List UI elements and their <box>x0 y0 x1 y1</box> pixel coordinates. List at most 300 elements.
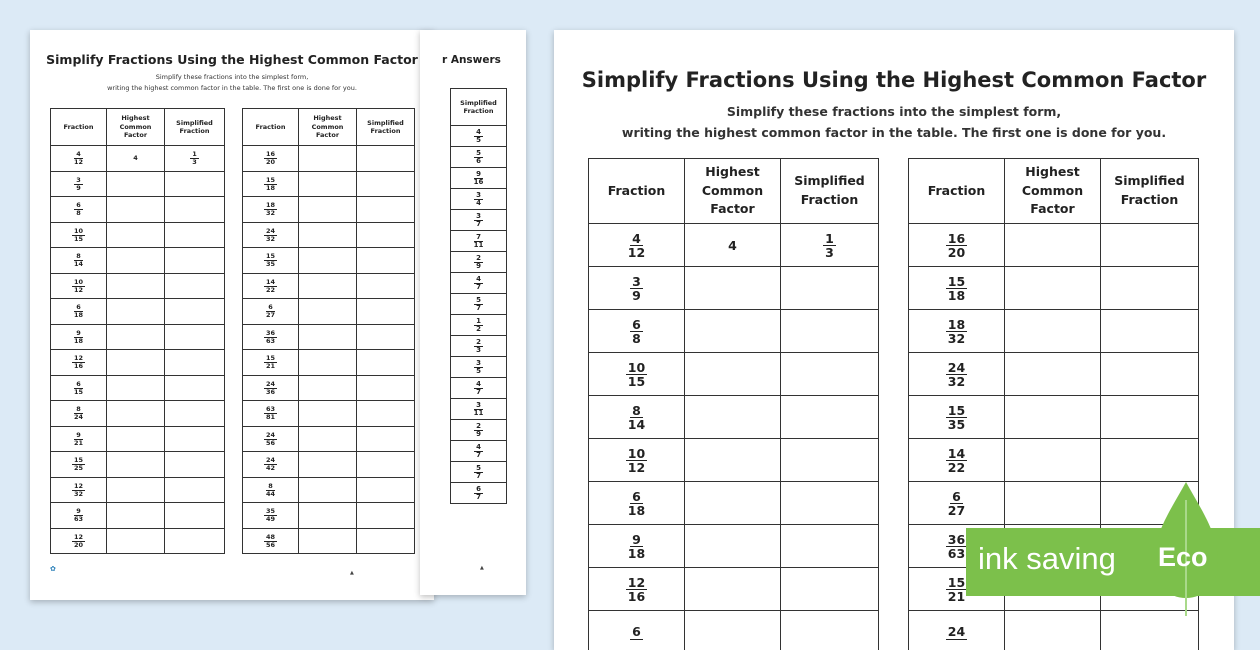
denominator: 32 <box>266 210 275 217</box>
hcf-cell[interactable] <box>685 353 781 396</box>
hcf-cell[interactable] <box>685 439 781 482</box>
numerator: 1 <box>823 232 836 246</box>
numerator: 6 <box>630 318 643 332</box>
fraction-cell <box>451 462 507 483</box>
hcf-cell[interactable] <box>107 528 165 554</box>
simplified-cell[interactable] <box>781 353 879 396</box>
denominator: 2 <box>476 326 481 333</box>
simplified-cell[interactable] <box>357 503 415 529</box>
denominator: 12 <box>74 287 83 294</box>
numerator: 6 <box>74 202 83 210</box>
fraction-cell <box>243 171 299 197</box>
numerator: 15 <box>264 253 277 261</box>
fraction <box>264 457 277 472</box>
simplified-cell[interactable] <box>165 350 225 376</box>
numerator: 5 <box>474 150 483 158</box>
numerator: 24 <box>264 432 277 440</box>
table-row <box>451 294 507 315</box>
hcf-cell[interactable] <box>299 477 357 503</box>
fraction <box>946 404 967 431</box>
numerator: 12 <box>72 483 85 491</box>
main-sheet-subtitle-2: writing the highest common factor in the table. The first one is done for you. <box>554 125 1234 140</box>
numerator: 6 <box>630 490 643 504</box>
fraction <box>630 625 643 639</box>
denominator: 42 <box>266 465 275 472</box>
denominator: 27 <box>266 312 275 319</box>
hcf-cell[interactable] <box>107 273 165 299</box>
column-header-hcf: Highest Common Factor <box>685 159 781 224</box>
fraction <box>946 576 967 603</box>
table-row <box>909 310 1199 353</box>
fraction <box>264 432 277 447</box>
denominator: 12 <box>628 461 645 474</box>
denominator: 12 <box>74 159 83 166</box>
table-row <box>51 477 225 503</box>
eco-label: Eco <box>1158 542 1208 573</box>
denominator: 25 <box>74 465 83 472</box>
fraction-cell <box>589 525 685 568</box>
numerator: 2 <box>474 423 483 431</box>
numerator: 15 <box>946 404 967 418</box>
hcf-cell[interactable] <box>107 146 165 172</box>
fraction-cell <box>451 168 507 189</box>
table-row <box>243 528 415 554</box>
simplified-cell[interactable] <box>165 146 225 172</box>
hcf-cell[interactable] <box>107 299 165 325</box>
denominator: 20 <box>948 246 965 259</box>
fraction-cell <box>589 482 685 525</box>
fraction-cell <box>51 171 107 197</box>
simplified-cell[interactable] <box>357 324 415 350</box>
fraction-cell <box>589 568 685 611</box>
column-header-fraction: Fraction <box>243 109 299 146</box>
denominator: 7 <box>476 305 481 312</box>
simplified-cell[interactable] <box>165 503 225 529</box>
hcf-cell[interactable] <box>107 248 165 274</box>
fraction-cell <box>909 439 1005 482</box>
hcf-cell[interactable] <box>1005 224 1101 267</box>
fraction-cell <box>243 477 299 503</box>
fraction-cell <box>243 452 299 478</box>
table-row <box>589 525 879 568</box>
denominator: 22 <box>948 461 965 474</box>
fraction-cell <box>243 350 299 376</box>
fraction <box>264 381 277 396</box>
simplified-cell[interactable] <box>165 452 225 478</box>
hcf-cell[interactable] <box>1005 611 1101 650</box>
numerator: 48 <box>264 534 277 542</box>
denominator: 14 <box>628 418 645 431</box>
numerator: 1 <box>474 318 483 326</box>
simplified-cell[interactable] <box>165 375 225 401</box>
denominator: 11 <box>474 410 484 417</box>
fraction <box>264 151 277 166</box>
fraction <box>474 381 483 397</box>
fraction <box>74 330 83 345</box>
simplified-cell[interactable] <box>1101 267 1199 310</box>
fraction-cell <box>51 426 107 452</box>
denominator: 16 <box>474 179 484 186</box>
hcf-cell[interactable] <box>107 452 165 478</box>
table-row <box>51 401 225 427</box>
column-header-simplified: Simplified Fraction <box>451 89 507 126</box>
simplified-cell[interactable] <box>781 482 879 525</box>
hcf-value: 4 <box>133 154 138 162</box>
table-row <box>51 248 225 274</box>
fraction <box>72 279 85 294</box>
table-row <box>51 222 225 248</box>
fraction-cell <box>589 396 685 439</box>
fraction <box>264 355 277 370</box>
numerator: 18 <box>264 202 277 210</box>
denominator: 44 <box>266 491 275 498</box>
fraction <box>264 508 277 523</box>
simplified-fraction <box>190 151 199 166</box>
numerator: 4 <box>474 276 483 284</box>
column-header-simplified: Simplified Fraction <box>165 109 225 146</box>
hcf-cell[interactable] <box>107 503 165 529</box>
fraction-cell <box>589 439 685 482</box>
numerator: 12 <box>626 576 647 590</box>
fraction-cell <box>451 231 507 252</box>
fraction-cell <box>243 503 299 529</box>
fraction <box>946 447 967 474</box>
fraction <box>474 444 483 460</box>
fraction <box>74 177 83 192</box>
simplified-cell[interactable] <box>1101 439 1199 482</box>
hcf-cell[interactable] <box>107 375 165 401</box>
fraction-cell <box>243 248 299 274</box>
hcf-cell[interactable] <box>299 452 357 478</box>
fraction <box>474 423 483 439</box>
hcf-cell[interactable] <box>685 568 781 611</box>
simplified-cell[interactable] <box>1101 353 1199 396</box>
table-row <box>451 378 507 399</box>
simplified-cell[interactable] <box>357 350 415 376</box>
hcf-value: 4 <box>728 238 737 253</box>
table-row <box>451 273 507 294</box>
simplified-cell[interactable] <box>357 452 415 478</box>
numerator: 16 <box>264 151 277 159</box>
simplified-cell[interactable] <box>357 375 415 401</box>
denominator: 18 <box>628 504 645 517</box>
fraction-cell <box>909 353 1005 396</box>
table-row <box>451 252 507 273</box>
table-row <box>451 336 507 357</box>
hcf-cell[interactable] <box>299 528 357 554</box>
fraction-cell <box>51 222 107 248</box>
hcf-cell[interactable] <box>1005 396 1101 439</box>
numerator: 16 <box>946 232 967 246</box>
denominator: 24 <box>74 414 83 421</box>
numerator: 9 <box>74 508 83 516</box>
fraction <box>948 490 965 517</box>
simplified-cell[interactable] <box>357 426 415 452</box>
fraction-cell <box>451 357 507 378</box>
denominator: 56 <box>266 440 275 447</box>
fraction <box>474 339 483 355</box>
denominator: 21 <box>74 440 83 447</box>
table-row <box>451 315 507 336</box>
footer-logo-icon: ▲ <box>480 565 484 571</box>
table-row <box>451 420 507 441</box>
denominator: 15 <box>74 236 83 243</box>
simplified-cell[interactable] <box>357 171 415 197</box>
simplified-cell[interactable] <box>781 224 879 267</box>
column-header-fraction: Fraction <box>51 109 107 146</box>
table-row <box>909 267 1199 310</box>
column-header-hcf: Highest Common Factor <box>299 109 357 146</box>
hcf-cell[interactable] <box>107 401 165 427</box>
fraction <box>264 279 277 294</box>
numerator: 10 <box>626 361 647 375</box>
denominator: 7 <box>476 452 481 459</box>
table-row <box>243 426 415 452</box>
small-left-table <box>50 108 225 554</box>
fraction <box>72 355 85 370</box>
simplified-cell[interactable] <box>357 401 415 427</box>
simplified-cell[interactable] <box>165 426 225 452</box>
small-sheet-title: Simplify Fractions Using the Highest Common Factor <box>30 52 434 67</box>
simplified-cell[interactable] <box>357 248 415 274</box>
hcf-cell[interactable] <box>685 525 781 568</box>
simplified-cell[interactable] <box>165 528 225 554</box>
fraction-cell <box>589 224 685 267</box>
fraction <box>74 508 83 523</box>
simplified-cell[interactable] <box>165 171 225 197</box>
denominator: 32 <box>948 332 965 345</box>
hcf-cell[interactable] <box>685 267 781 310</box>
denominator: 5 <box>476 368 481 375</box>
hcf-cell[interactable] <box>299 401 357 427</box>
denominator: 16 <box>74 363 83 370</box>
hcf-cell[interactable] <box>299 299 357 325</box>
table-row <box>451 147 507 168</box>
simplified-cell[interactable] <box>781 310 879 353</box>
table-row <box>451 168 507 189</box>
table-row <box>589 568 879 611</box>
table-row <box>451 483 507 504</box>
simplified-cell[interactable] <box>165 324 225 350</box>
column-header-hcf: Highest Common Factor <box>1005 159 1101 224</box>
fraction-cell <box>909 482 1005 525</box>
hcf-cell[interactable] <box>299 273 357 299</box>
fraction <box>628 404 645 431</box>
hcf-cell[interactable] <box>107 426 165 452</box>
simplified-cell[interactable] <box>165 401 225 427</box>
numerator: 8 <box>74 406 83 414</box>
table-row <box>51 528 225 554</box>
fraction-cell <box>243 426 299 452</box>
fraction <box>474 129 483 145</box>
denominator: 6 <box>476 158 481 165</box>
numerator: 2 <box>474 339 483 347</box>
table-row <box>243 477 415 503</box>
fraction-cell <box>243 528 299 554</box>
fraction-cell <box>51 273 107 299</box>
simplified-cell[interactable] <box>165 477 225 503</box>
simplified-cell[interactable] <box>1101 396 1199 439</box>
denominator: 9 <box>632 289 641 302</box>
table-row <box>243 248 415 274</box>
table-row <box>51 452 225 478</box>
hcf-cell[interactable] <box>1005 353 1101 396</box>
numerator: 6 <box>74 304 83 312</box>
hcf-cell[interactable] <box>685 396 781 439</box>
simplified-cell[interactable] <box>165 222 225 248</box>
hcf-cell[interactable] <box>107 171 165 197</box>
hcf-cell[interactable] <box>1005 482 1101 525</box>
fraction-cell <box>51 401 107 427</box>
simplified-cell[interactable] <box>1101 224 1199 267</box>
table-row <box>589 439 879 482</box>
hcf-cell[interactable] <box>107 197 165 223</box>
hcf-cell[interactable] <box>107 324 165 350</box>
table-row <box>51 273 225 299</box>
numerator: 35 <box>264 508 277 516</box>
denominator: 8 <box>632 332 641 345</box>
denominator: 63 <box>266 338 275 345</box>
fraction <box>72 483 85 498</box>
numerator: 63 <box>264 406 277 414</box>
denominator: 9 <box>476 263 481 270</box>
fraction-cell <box>909 224 1005 267</box>
simplified-cell[interactable] <box>357 528 415 554</box>
fraction <box>474 486 483 502</box>
fraction <box>630 318 643 345</box>
simplified-cell[interactable] <box>357 299 415 325</box>
hcf-cell[interactable] <box>685 482 781 525</box>
table-row <box>451 231 507 252</box>
fraction-cell <box>243 197 299 223</box>
simplified-cell[interactable] <box>165 299 225 325</box>
numerator: 9 <box>630 533 643 547</box>
table-row <box>909 353 1199 396</box>
simplified-cell[interactable] <box>357 146 415 172</box>
hcf-cell[interactable] <box>299 426 357 452</box>
fraction <box>74 151 83 166</box>
table-row <box>243 452 415 478</box>
fraction <box>626 447 647 474</box>
simplified-cell[interactable] <box>357 222 415 248</box>
table-row <box>909 224 1199 267</box>
eco-leaf-icon <box>1148 480 1224 620</box>
denominator: 21 <box>948 590 965 603</box>
simplified-cell[interactable] <box>781 267 879 310</box>
simplified-cell[interactable] <box>165 248 225 274</box>
hcf-cell[interactable] <box>299 324 357 350</box>
numerator: 10 <box>72 228 85 236</box>
fraction <box>474 192 483 208</box>
hcf-cell[interactable] <box>685 224 781 267</box>
fraction <box>474 360 483 376</box>
simplified-cell[interactable] <box>357 273 415 299</box>
table-row <box>243 503 415 529</box>
hcf-cell[interactable] <box>299 375 357 401</box>
numerator: 6 <box>266 304 275 312</box>
simplified-cell[interactable] <box>781 439 879 482</box>
numerator: 5 <box>474 465 483 473</box>
table-row <box>451 462 507 483</box>
denominator: 7 <box>476 389 481 396</box>
simplified-cell[interactable] <box>781 525 879 568</box>
fraction <box>626 576 647 603</box>
fraction-cell <box>51 528 107 554</box>
fraction-cell <box>243 222 299 248</box>
fraction-cell <box>51 350 107 376</box>
footer-logo-icon: ▲ <box>350 570 354 576</box>
fraction <box>72 228 85 243</box>
simplified-cell[interactable] <box>357 477 415 503</box>
fraction-cell <box>243 146 299 172</box>
fraction-cell <box>589 353 685 396</box>
denominator: 20 <box>74 542 83 549</box>
simplified-cell[interactable] <box>781 396 879 439</box>
hcf-cell[interactable] <box>107 350 165 376</box>
hcf-cell[interactable] <box>299 197 357 223</box>
hcf-cell[interactable] <box>685 611 781 650</box>
fraction-cell <box>451 294 507 315</box>
fraction <box>74 381 83 396</box>
fraction <box>474 255 483 271</box>
hcf-cell[interactable] <box>1005 267 1101 310</box>
hcf-cell[interactable] <box>107 477 165 503</box>
denominator: 81 <box>266 414 275 421</box>
numerator: 9 <box>74 432 83 440</box>
hcf-cell[interactable] <box>299 146 357 172</box>
column-header-simplified: Simplified Fraction <box>357 109 415 146</box>
numerator: 6 <box>950 490 963 504</box>
table-row <box>451 441 507 462</box>
fraction <box>474 297 483 313</box>
hcf-cell[interactable] <box>1005 310 1101 353</box>
column-header-fraction: Fraction <box>909 159 1005 224</box>
hcf-cell[interactable] <box>1005 439 1101 482</box>
hcf-cell[interactable] <box>107 222 165 248</box>
denominator: 7 <box>476 221 481 228</box>
fraction <box>628 232 645 259</box>
hcf-cell[interactable] <box>299 171 357 197</box>
hcf-cell[interactable] <box>299 222 357 248</box>
hcf-cell[interactable] <box>299 503 357 529</box>
fraction <box>74 202 83 217</box>
numerator: 24 <box>264 381 277 389</box>
fraction <box>264 228 277 243</box>
denominator: 7 <box>476 473 481 480</box>
denominator: 18 <box>266 185 275 192</box>
simplified-cell[interactable] <box>357 197 415 223</box>
numerator: 12 <box>72 534 85 542</box>
fraction <box>946 533 967 560</box>
hcf-cell[interactable] <box>685 310 781 353</box>
denominator: 63 <box>74 516 83 523</box>
table-row <box>451 126 507 147</box>
hcf-cell[interactable] <box>299 350 357 376</box>
simplified-cell[interactable] <box>165 273 225 299</box>
numerator: 10 <box>72 279 85 287</box>
simplified-cell[interactable] <box>781 611 879 650</box>
simplified-cell[interactable] <box>1101 310 1199 353</box>
denominator: 18 <box>628 547 645 560</box>
answers-sheet-title: r Answers <box>442 54 501 66</box>
table-row <box>51 197 225 223</box>
table-row <box>589 353 879 396</box>
hcf-cell[interactable] <box>299 248 357 274</box>
numerator: 6 <box>474 486 483 494</box>
simplified-cell[interactable] <box>165 197 225 223</box>
table-row <box>243 222 415 248</box>
simplified-cell[interactable] <box>781 568 879 611</box>
